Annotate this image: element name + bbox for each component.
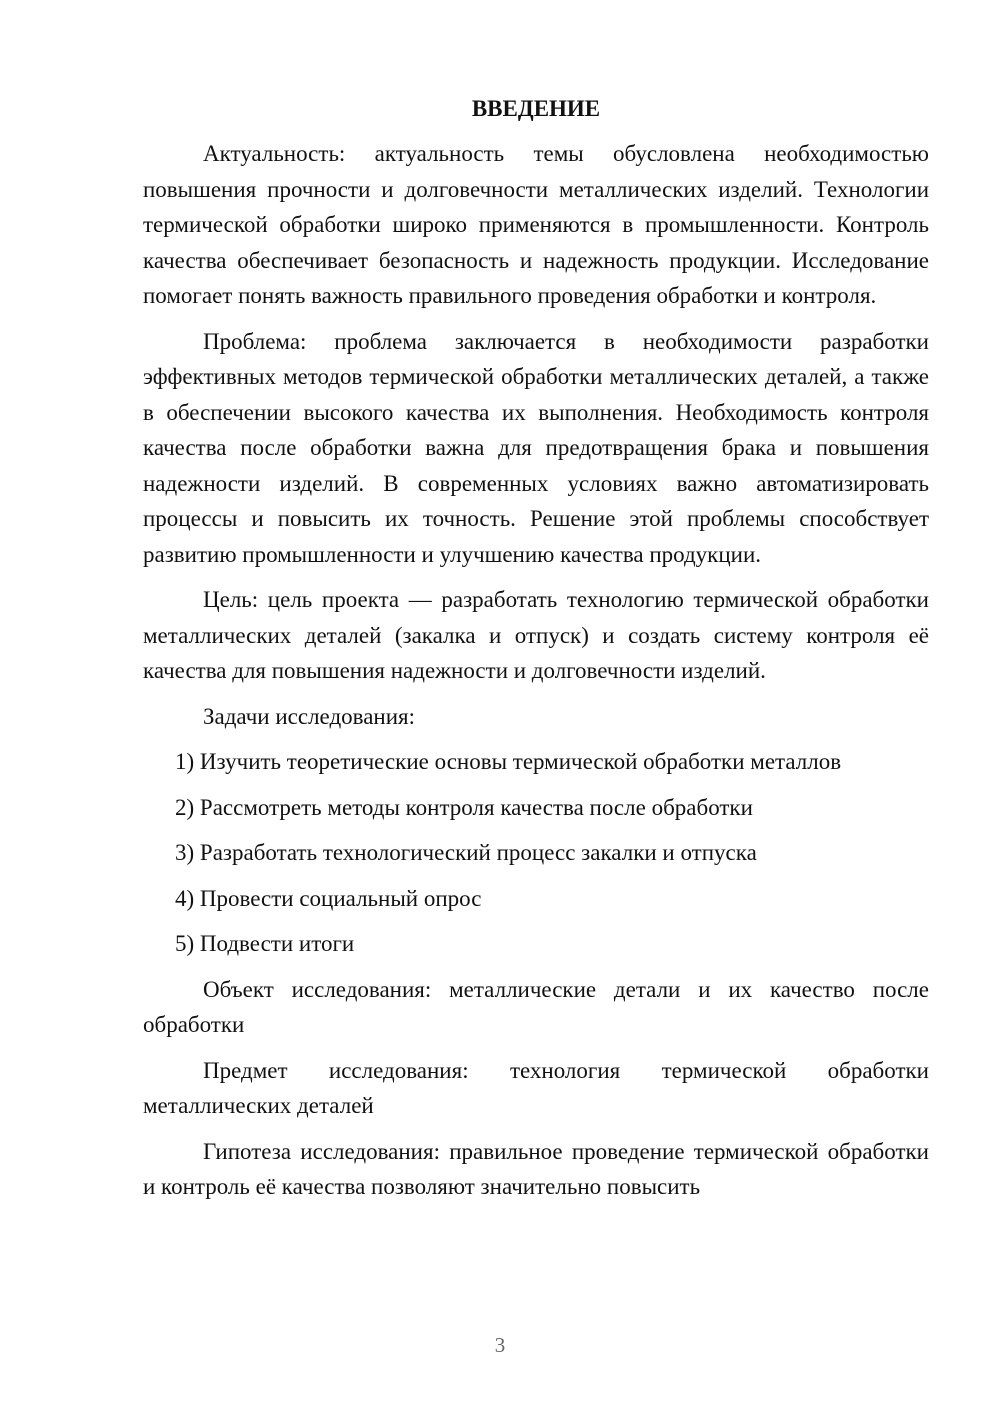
page-number: 3 [494, 1333, 506, 1357]
list-item: 3) Разработать технологический процесс закалки и отпуска [175, 840, 757, 865]
relevance-paragraph: Актуальность: актуальность темы обусловлена необходимостью повышения прочности и долговечности металлических изделий. Технологии термической обработки широко применяются в промышленности. Контроль качества обеспечивает безопасность и надежность продукции. Исследование помогает понять важность правильного проведения обработки и контроля. [143, 141, 929, 308]
page-content [143, 92, 929, 1215]
problem-paragraph: Проблема: проблема заключается в необходимости разработки эффективных методов термической обработки металлических деталей, а также в обеспечении высокого качества их выполнения. Необходимость контроля качества после обработки важна для предотвращения брака и повышения надежности изделий. В современных условиях важно автоматизировать процессы и повысить их точность. Решение этой проблемы способствует развитию промышленности и улучшению качества продукции. [143, 328, 929, 567]
tasks-list [143, 744, 929, 962]
subject-paragraph: Предмет исследования: технология термической обработки металлических деталей [143, 1057, 929, 1118]
list-item: 1) Изучить теоретические основы термической обработки металлов [175, 749, 842, 774]
goal-paragraph: Цель: цель проекта — разработать технологию термической обработки металлических деталей (закалка и отпуск) и создать систему контроля её качества для повышения надежности и долговечности изделий. [143, 587, 929, 683]
object-paragraph: Объект исследования: металлические детали и их качество после обработки [143, 976, 929, 1037]
list-item: 2) Рассмотреть методы контроля качества после обработки [175, 794, 753, 820]
tasks-heading: Задачи исследования: [203, 703, 416, 729]
page-title: ВВЕДЕНИЕ [471, 96, 601, 121]
list-item: 4) Провести социальный опрос [175, 885, 482, 911]
hypothesis-paragraph: Гипотеза исследования: правильное проведение термической обработки и контроль её качества позволяют значительно повысить [143, 1138, 929, 1199]
list-item: 5) Подвести итоги [175, 931, 355, 956]
